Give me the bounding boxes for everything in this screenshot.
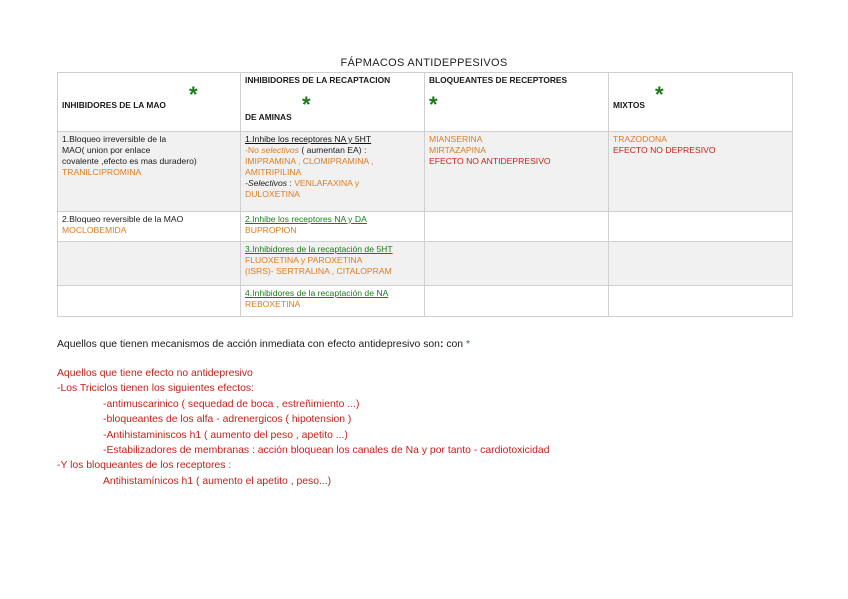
note-line: Aquellos que tiene efecto no antidepresivo <box>57 368 253 379</box>
table-cell <box>609 286 793 317</box>
table-cell <box>241 286 425 317</box>
effect-note: EFECTO NO ANTIDEPRESIVO <box>429 156 551 166</box>
header-reuptake-inhibitors <box>241 73 425 132</box>
table-cell <box>58 242 241 286</box>
header-label: DE AMINAS <box>245 112 292 122</box>
header-mao-inhibitors <box>58 73 241 132</box>
cell-text: 1.Bloqueo irreversible de la <box>62 134 167 144</box>
cell-text: -No <box>245 145 262 155</box>
green-star-mark: * <box>655 82 664 107</box>
table-header-row <box>58 73 793 132</box>
drug-name: MIANSERINA <box>429 134 483 144</box>
green-star-mark: * <box>302 92 311 117</box>
side-effects-notes <box>57 366 549 489</box>
header-label: INHIBIDORES DE LA RECAPTACION <box>245 75 391 85</box>
drug-name: (ISRS)- SERTRALINA , CITALOPRAM <box>245 266 392 276</box>
green-star-mark: * <box>189 82 198 107</box>
mechanism-heading: 1.Inhibe los receptores NA y 5HT <box>245 134 372 144</box>
drug-name: DULOXETINA <box>245 189 300 199</box>
cell-text: selectivos <box>261 145 299 155</box>
effect-note: EFECTO NO DEPRESIVO <box>613 145 716 155</box>
table-cell <box>425 212 609 242</box>
table-cell <box>609 242 793 286</box>
cell-text: covalente ,efecto es mas duradero) <box>62 156 197 166</box>
note-line: Antihistamínicos h1 ( aumento el apetito , peso...) <box>103 475 332 487</box>
table-cell <box>241 132 425 212</box>
header-label: BLOQUEANTES DE RECEPTORES <box>429 75 568 85</box>
header-receptor-blockers <box>425 73 609 132</box>
drug-name: TRAZODONA <box>613 134 667 144</box>
table-cell <box>241 212 425 242</box>
table-cell <box>241 242 425 286</box>
header-label: INHIBIDORES DE LA MAO <box>62 100 166 110</box>
table-row <box>58 286 793 317</box>
header-mixed <box>609 73 793 132</box>
table-cell <box>425 132 609 212</box>
document-title: FÁPMACOS ANTIDEPPESIVOS <box>340 57 508 69</box>
table-row <box>58 212 793 242</box>
cell-text: : <box>287 178 295 188</box>
table-cell <box>609 212 793 242</box>
drug-name: BUPROPION <box>245 225 297 235</box>
drug-name: IMIPRAMINA , CLOMIPRAMINA , <box>245 156 374 166</box>
table-cell <box>425 286 609 317</box>
table-cell <box>609 132 793 212</box>
paragraph-text: : <box>439 339 444 350</box>
header-label: MIXTOS <box>613 100 645 110</box>
green-star-mark: * <box>465 339 471 350</box>
cell-text: ( aumentan EA) : <box>298 145 367 155</box>
drug-name: VENLAFAXINA y <box>294 178 360 188</box>
drug-name: TRANILCIPROMINA <box>62 167 142 177</box>
note-line: -Estabilizadores de membranas : acción bloquean los canales de Na y por tanto - cardiotoxicidad <box>103 445 550 457</box>
cell-text: 2.Bloqueo reversible de la MAO <box>62 214 184 224</box>
intro-paragraph <box>57 337 470 352</box>
table-cell <box>425 242 609 286</box>
drug-name: MOCLOBEMIDA <box>62 225 127 235</box>
antidepressants-table <box>57 72 793 317</box>
table-cell <box>58 286 241 317</box>
note-line: -antimuscarinico ( sequedad de boca , estreñimiento ...) <box>103 398 360 410</box>
table-cell <box>58 132 241 212</box>
note-line: -bloqueantes de los alfa - adrenergicos ( hipotension ) <box>103 414 352 426</box>
paragraph-text: Aquellos que tienen mecanismos de acción inmediata con efecto antidepresivo son <box>57 339 440 350</box>
cell-text: -Selectivos <box>245 178 288 188</box>
drug-name: REBOXETINA <box>245 299 301 309</box>
table-row <box>58 132 793 212</box>
mechanism-heading: 3.Inhibidores de la recaptación de 5HT <box>245 244 393 254</box>
note-line: -Los Triciclos tienen los siguientes efectos: <box>57 383 254 395</box>
note-line: -Antihistaminiscos h1 ( aumento del peso , apetito ...) <box>103 429 348 441</box>
note-line: -Y los bloqueantes de los receptores : <box>57 460 232 472</box>
drug-name: MIRTAZAPINA <box>429 145 486 155</box>
table-cell <box>58 212 241 242</box>
green-star-mark: * <box>429 92 438 117</box>
drug-name: AMITRIPILINA <box>245 167 302 177</box>
table-row <box>58 242 793 286</box>
mechanism-heading: 2.Inhibe los receptores NA y DA <box>245 214 367 224</box>
cell-text: MAO( union por enlace <box>62 145 151 155</box>
mechanism-heading: 4.Inhibidores de la recaptación de NA <box>245 288 389 298</box>
drug-name: FLUOXETINA y PAROXETINA <box>245 255 363 265</box>
paragraph-text: con <box>443 339 466 350</box>
